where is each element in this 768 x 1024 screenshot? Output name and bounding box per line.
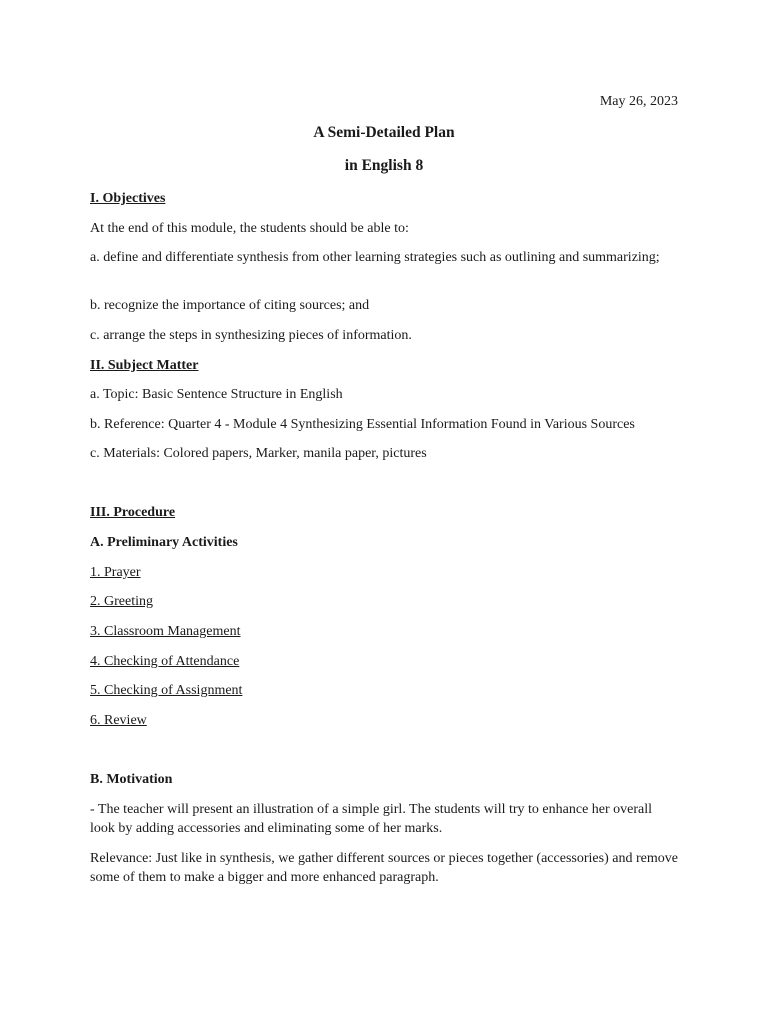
motivation-heading: B. Motivation: [90, 772, 173, 787]
preliminary-item-classroom-management: 3. Classroom Management: [90, 624, 241, 639]
preliminary-item-assignment: 5. Checking of Assignment: [90, 683, 243, 698]
objectives-intro: At the end of this module, the students should be able to:: [90, 221, 409, 236]
preliminary-item-review: 6. Review: [90, 713, 147, 728]
preliminary-item-prayer: 1. Prayer: [90, 565, 141, 580]
objective-item-a: a. define and differentiate synthesis from other learning strategies such as outlining and summarizing;: [90, 250, 660, 265]
preliminary-item-greeting: 2. Greeting: [90, 594, 153, 609]
objective-item-c: c. arrange the steps in synthesizing pieces of information.: [90, 328, 412, 343]
objective-item-b: b. recognize the importance of citing sources; and: [90, 298, 370, 313]
relevance-paragraph: Relevance: Just like in synthesis, we gather different sources or pieces together (accessories) and remove some of them to make a bigger and more enhanced paragraph.: [90, 851, 678, 885]
objectives-heading: I. Objectives: [90, 191, 166, 206]
procedure-heading: III. Procedure: [90, 505, 176, 520]
subject-matter-reference: b. Reference: Quarter 4 - Module 4 Synthesizing Essential Information Found in Various Sources: [90, 417, 635, 432]
subject-matter-topic: a. Topic: Basic Sentence Structure in English: [90, 387, 343, 402]
document-title-line1: A Semi-Detailed Plan: [313, 124, 455, 141]
motivation-paragraph: - The teacher will present an illustration of a simple girl. The students will try to enhance her overall look by adding accessories and eliminating some of her marks.: [90, 802, 653, 836]
preliminary-activities-heading: A. Preliminary Activities: [90, 535, 238, 550]
subject-matter-materials: c. Materials: Colored papers, Marker, manila paper, pictures: [90, 446, 427, 461]
document-title-line2: in English 8: [344, 157, 424, 174]
subject-matter-heading: II. Subject Matter: [90, 358, 199, 373]
preliminary-item-attendance: 4. Checking of Attendance: [90, 654, 240, 669]
document-date: May 26, 2023: [599, 94, 678, 109]
